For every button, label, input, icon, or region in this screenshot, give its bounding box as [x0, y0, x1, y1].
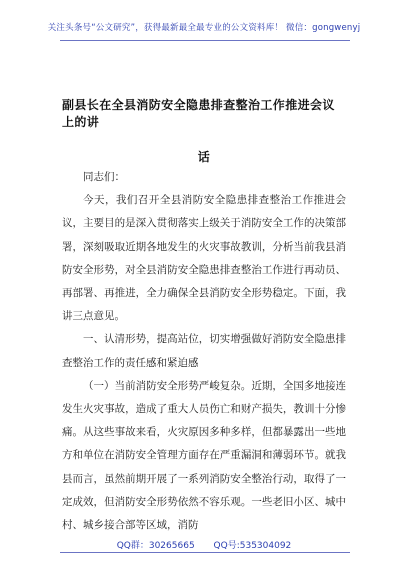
document-body [62, 166, 346, 537]
greeting: 同志们： [83, 171, 125, 183]
qq-group-link[interactable]: QQ群：30265665 [116, 541, 195, 551]
document-title-line1: 副县长在全县消防安全隐患排查整治工作推进会议上的讲 [62, 98, 335, 129]
header-banner: 关注头条号“公文研究”，获得最新最全最专业的公文资料库！ 微信：gongwenyj [47, 23, 361, 33]
qq-number-link[interactable]: QQ号:535304092 [213, 541, 292, 551]
section-heading-1: 一、认清形势，提高站位，切实增强做好消防安全隐患排查整治工作的责任感和紧迫感 [62, 333, 346, 369]
paragraph-intro: 今天，我们召开全县消防安全隐患排查整治工作推进会议，主要目的是深入贯彻落实上级关于消防安全工作的决策部署，深刻吸取近期各地发生的火灾事故教训，分析当前我县消防安全形势，对全县消防安全隐患排查整治工作进行再动员、再部署、再推进，全力确保全县消防安全形势稳定。下面，我讲三点意见。 [62, 194, 346, 323]
paragraph-subsection-1: （一）当前消防安全形势严峻复杂。近期，全国多地接连发生火灾事故，造成了重大人员伤亡和财产损失，教训十分惨痛。从这些事故来看，火灾原因多种多样，但都暴露出一些地方和单位在消防安全管理方面存在严重漏洞和薄弱环节。就我县而言，虽然前期开展了一系列消防安全整治行动，取得了一定成效，但消防安全形势依然不容乐观。一些老旧小区、城中村、城乡接合部等区域，消防 [62, 379, 346, 532]
header-divider [60, 40, 350, 41]
document-title-line2: 话 [197, 150, 211, 164]
footer-divider [60, 552, 350, 553]
footer-contact [0, 538, 408, 551]
